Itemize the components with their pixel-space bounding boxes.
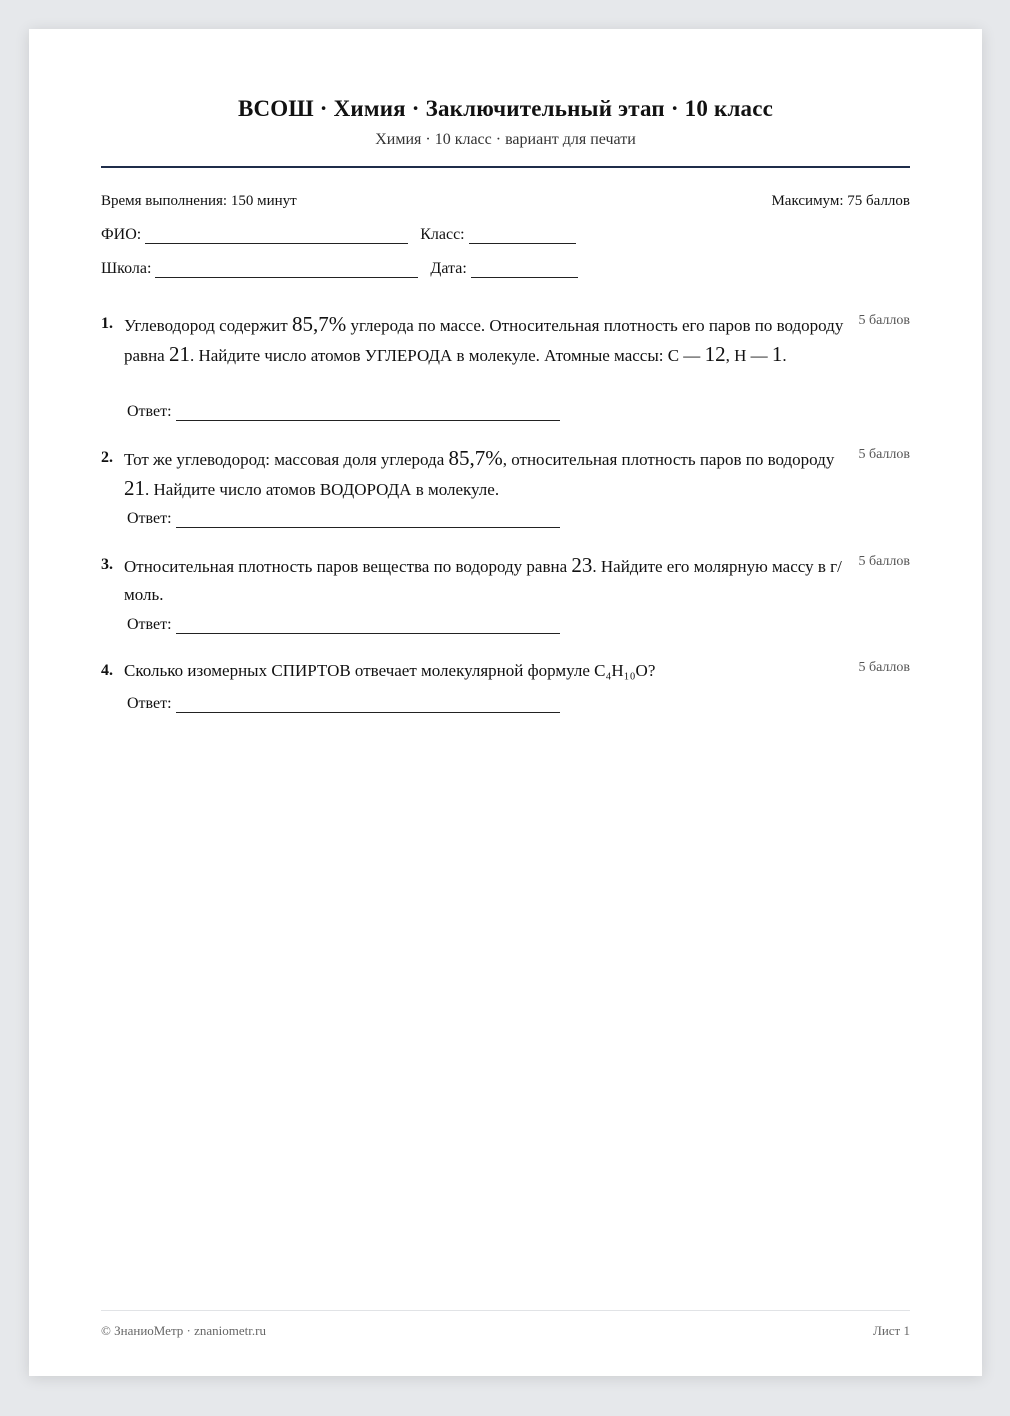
exam-sheet <box>29 29 982 1376</box>
fields-row-2 <box>101 260 590 278</box>
school-field[interactable] <box>155 263 418 278</box>
answer-label: Ответ: <box>127 403 172 420</box>
time-limit: Время выполнения: 150 минут <box>101 193 297 209</box>
answer-2 <box>127 510 560 528</box>
date-field[interactable] <box>471 263 578 278</box>
answer-field[interactable] <box>176 698 560 713</box>
question-number: 1. <box>101 315 113 332</box>
answer-3 <box>127 616 560 634</box>
answer-label: Ответ: <box>127 616 172 633</box>
answer-field[interactable] <box>176 619 560 634</box>
meta-row <box>101 193 910 210</box>
answer-field[interactable] <box>176 406 560 421</box>
fio-field[interactable] <box>145 229 408 244</box>
page-subtitle: Химия · 10 класс · вариант для печати <box>375 131 636 148</box>
question-number: 2. <box>101 449 113 466</box>
class-field[interactable] <box>469 229 576 244</box>
fio-label: ФИО: <box>101 226 142 243</box>
page-title: ВСОШ · Химия · Заключительный этап · 10 класс <box>237 96 774 121</box>
question-points: 5 баллов <box>858 447 910 462</box>
footer-copyright: © ЗнаниоМетр · znaniometr.ru <box>101 1323 266 1338</box>
answer-label: Ответ: <box>127 695 172 712</box>
class-label: Класс: <box>420 226 465 243</box>
question-text: Тот же углеводород: массовая доля углерода 85,7%, относительная плотность паров по водороду 21. Найдите число атомов ВОДОРОДА в молекуле. <box>124 446 835 500</box>
question-text: Углеводород содержит 85,7% углерода по массе. Относительная плотность его паров по водороду равна 21. Найдите число атомов УГЛЕРОДА в молекуле. Атомные массы: C — 12, H — 1. <box>124 312 844 366</box>
question-points: 5 баллов <box>858 554 910 569</box>
date-label: Дата: <box>430 260 467 277</box>
answer-label: Ответ: <box>127 510 172 527</box>
question-text: Относительная плотность паров вещества по водороду равна 23. Найдите его молярную массу в г/моль. <box>124 553 842 604</box>
footer <box>101 1323 910 1339</box>
question-number: 3. <box>101 556 113 573</box>
sheet-content <box>101 29 910 1376</box>
max-score: Максимум: 75 баллов <box>771 193 910 209</box>
answer-field[interactable] <box>176 513 560 528</box>
answer-4 <box>127 695 560 713</box>
answer-1 <box>127 403 560 421</box>
question-text: Сколько изомерных СПИРТОВ отвечает молекулярной формуле C₄H₁₀O? <box>124 661 656 680</box>
question-points: 5 баллов <box>858 660 910 675</box>
question-number: 4. <box>101 662 113 679</box>
school-label: Школа: <box>101 260 152 277</box>
header-divider <box>101 166 910 168</box>
footer-divider <box>101 1310 910 1311</box>
question-points: 5 баллов <box>858 313 910 328</box>
fields-row-1 <box>101 226 588 244</box>
page-number: Лист 1 <box>873 1323 910 1338</box>
